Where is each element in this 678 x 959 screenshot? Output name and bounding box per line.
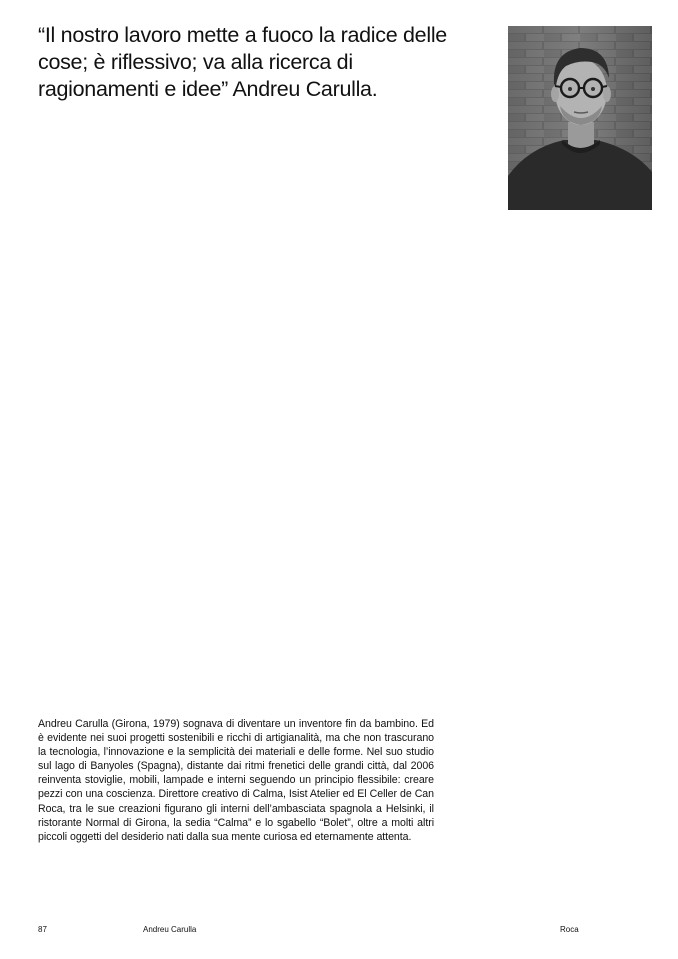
- pull-quote: “Il nostro lavoro mette a fuoco la radice delle cose; è riflessivo; va alla ricerca di ragionamenti e idee” Andreu Carulla.: [38, 23, 447, 101]
- page-number: 87: [38, 925, 47, 934]
- footer-author: Andreu Carulla: [143, 925, 197, 934]
- biography-text: Andreu Carulla (Girona, 1979) sognava di diventare un inventore fin da bambino. Ed è evidente nei suoi progetti sostenibili e ricchi di artigianalità, ma che non trascurano la tecnologia, l’innovazione e la semplicità dei materiali e delle forme. Nel suo studio sul lago di Banyoles (Spagna), distante dai ritmi frenetici delle grandi città, dal 2006 reinventa stoviglie, mobili, lampade e interni seguendo un principio flessibile: creare pezzi con una coscienza. Direttore creativo di Calma, Isist Atelier ed El Celler de Can Roca, tra le sue creazioni figurano gli interni dell’ambasciata spagnola a Helsinki, il ristorante Normal di Girona, la sedia “Calma” e lo sgabello “Bolet”, oltre a molti altri piccoli oggetti del desiderio nati dalla sua mente curiosa ed eternamente attenta.: [38, 718, 434, 843]
- footer-brand: Roca: [560, 925, 579, 934]
- portrait-photo: [508, 26, 652, 210]
